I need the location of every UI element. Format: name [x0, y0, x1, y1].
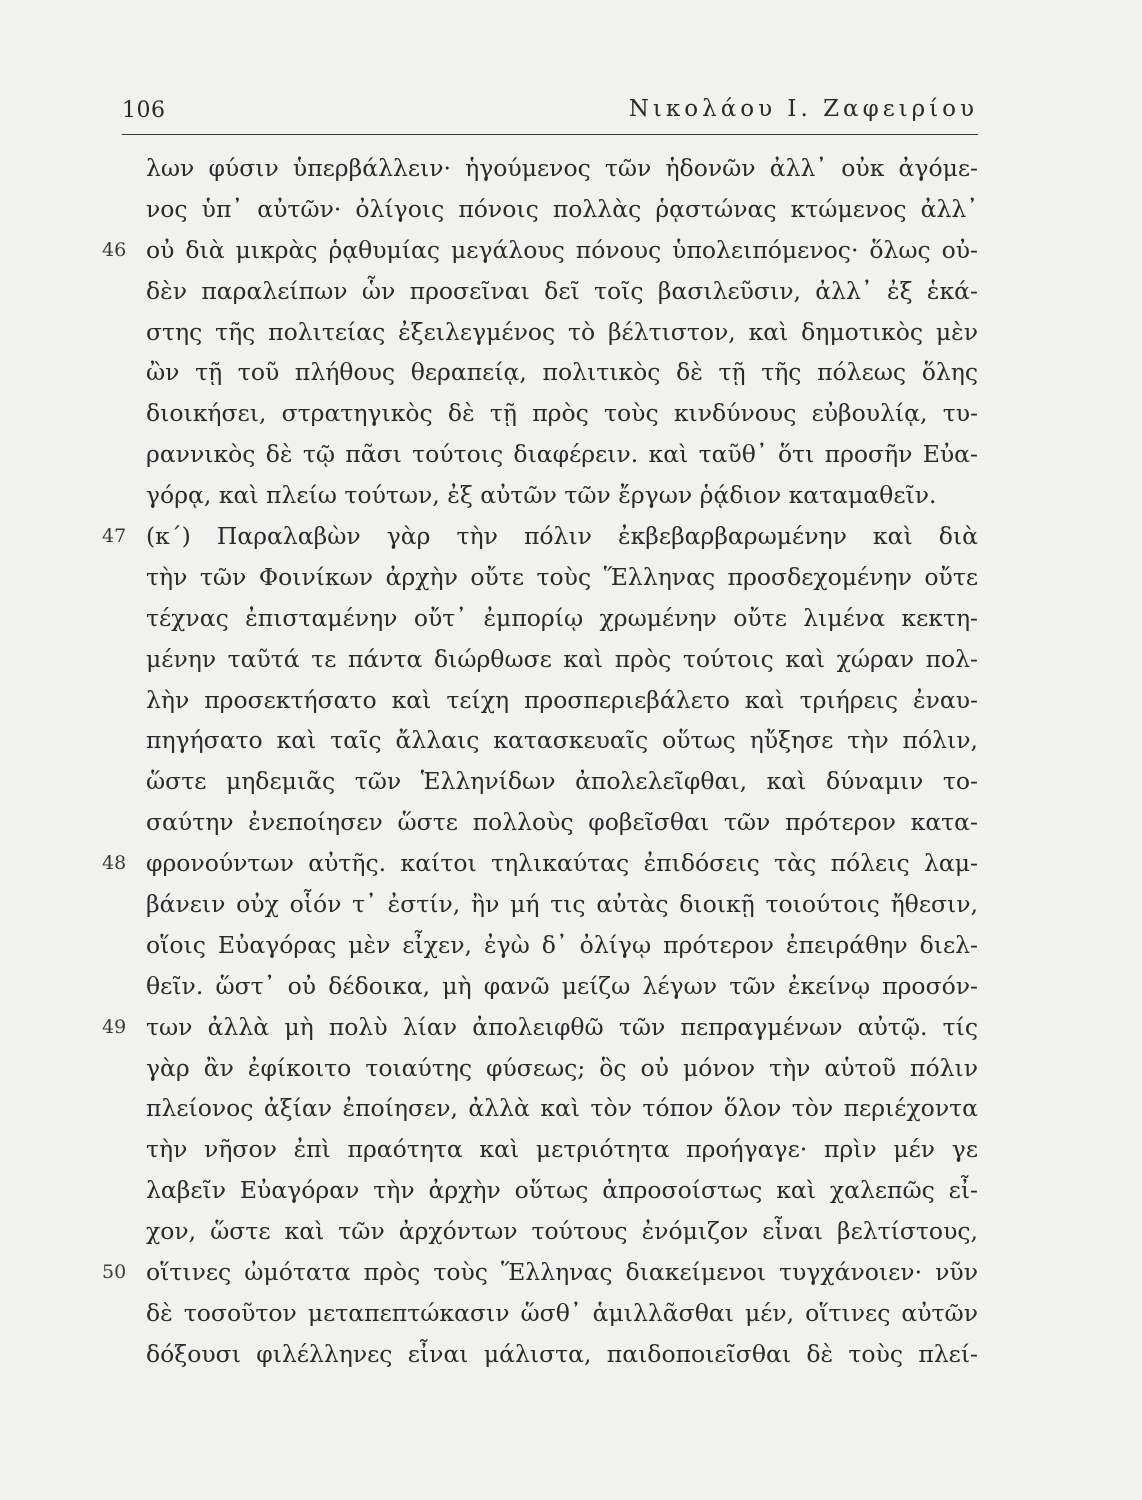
line-number: 49 [102, 1015, 127, 1038]
text-line [146, 352, 978, 393]
line-text: θεῖν. ὥστ᾽ οὐ δέδοικα, μὴ φανῶ μείζω λέγων τῶν ἐκείνῳ προσόν- [146, 971, 978, 1000]
running-head: Νικολάου Ι. Ζαφειρίου [628, 96, 978, 122]
text-line [102, 516, 978, 557]
line-text: νος ὑπ᾽ αὐτῶν· ὀλίγοις πόνοις πολλὰς ῥᾳστώνας κτώμενος ἀλλ᾽ [146, 194, 978, 223]
line-text: λὴν προσεκτήσατο καὶ τείχη προσπεριεβάλετο καὶ τριήρεις ἐναυ- [146, 685, 978, 714]
line-text: μένην ταῦτά τε πάντα διώρθωσε καὶ πρὸς τούτοις καὶ χώραν πολ- [146, 644, 978, 673]
text-line [146, 802, 978, 843]
line-text: γόρᾳ, καὶ πλείω τούτων, ἐξ αὐτῶν τῶν ἔργων ῥᾴδιον καταμαθεῖν. [146, 481, 937, 510]
line-text: σαύτην ἐνεποίησεν ὥστε πολλοὺς φοβεῖσθαι τῶν πρότερον κατα- [146, 808, 978, 837]
line-text: λων φύσιν ὑπερβάλλειν· ἡγούμενος τῶν ἡδονῶν ἀλλ᾽ οὐκ ἀγόμε- [146, 154, 978, 182]
text-line [102, 1007, 978, 1048]
text-line [146, 1129, 978, 1170]
page-number: 106 [122, 98, 166, 123]
line-text: των ἀλλὰ μὴ πολὺ λίαν ἀπολειφθῶ τῶν πεπραγμένων αὐτῷ. τίς [146, 1012, 978, 1041]
line-text: δὲ τοσοῦτον μεταπεπτώκασιν ὥσθ᾽ ἁμιλλᾶσθαι μέν, οἵτινες αὐτῶν [146, 1298, 978, 1327]
text-line [146, 148, 978, 189]
text-line [146, 189, 978, 230]
line-text: οἵτινες ὠμότατα πρὸς τοὺς Ἕλληνας διακείμενοι τυγχάνοιεν· νῦν [146, 1258, 978, 1287]
line-text: λαβεῖν Εὐαγόραν τὴν ἀρχὴν οὕτως ἀπροσοίστως καὶ χαλεπῶς εἶ- [146, 1176, 978, 1205]
text-line [146, 966, 978, 1007]
text-line [146, 1170, 978, 1211]
line-text: διοικήσει, στρατηγικὸς δὲ τῇ πρὸς τοὺς κινδύνους εὐβουλίᾳ, τυ- [146, 399, 978, 428]
text-line [146, 680, 978, 721]
text-line [146, 1293, 978, 1334]
text-line [146, 557, 978, 598]
text-line [146, 925, 978, 966]
line-text: δόξουσι φιλέλληνες εἶναι μάλιστα, παιδοποιεῖσθαι δὲ τοὺς πλεί- [146, 1339, 978, 1368]
line-text: τέχνας ἐπισταμένην οὔτ᾽ ἐμπορίῳ χρωμένην οὔτε λιμένα κεκτη- [146, 603, 978, 632]
line-text: φρονούντων αὐτῆς. καίτοι τηλικαύτας ἐπιδόσεις τὰς πόλεις λαμ- [146, 849, 978, 878]
text-line [146, 434, 978, 475]
text-line [102, 843, 978, 884]
text-line [102, 1252, 978, 1293]
line-text: στης τῆς πολιτείας ἐξειλεγμένος τὸ βέλτιστον, καὶ δημοτικὸς μὲν [146, 317, 978, 346]
text-line [146, 1048, 978, 1089]
text-line [146, 271, 978, 312]
line-text: πηγήσατο καὶ ταῖς ἄλλαις κατασκευαῖς οὕτως ηὔξησε τὴν πόλιν, [146, 726, 978, 755]
line-text: χον, ὥστε καὶ τῶν ἀρχόντων τούτους ἐνόμιζον εἶναι βελτίστους, [146, 1217, 978, 1246]
line-text: ραννικὸς δὲ τῷ πᾶσι τούτοις διαφέρειν. καὶ ταῦθ᾽ ὅτι προσῆν Εὐα- [146, 440, 978, 469]
text-line [146, 761, 978, 802]
text-line [146, 598, 978, 639]
text-line [146, 1334, 978, 1375]
text-line [146, 1211, 978, 1252]
line-text: οὐ διὰ μικρὰς ῥᾳθυμίας μεγάλους πόνους ὑπολειπόμενος· ὅλως οὐ- [146, 235, 978, 264]
line-number: 48 [102, 852, 127, 875]
line-number: 46 [102, 238, 127, 261]
main-text [102, 148, 978, 1375]
line-number: 50 [102, 1261, 127, 1284]
header-rule [122, 134, 978, 135]
line-text: τὴν τῶν Φοινίκων ἀρχὴν οὔτε τοὺς Ἕλληνας προσδεχομένην οὔτε [146, 562, 978, 591]
line-text: ὥστε μηδεμιᾶς τῶν Ἑλληνίδων ἀπολελεῖφθαι, καὶ δύναμιν το- [146, 767, 978, 796]
line-text: βάνειν οὐχ οἷόν τ᾽ ἐστίν, ἢν μή τις αὐτὰς διοικῇ τοιούτοις ἤθεσιν, [146, 890, 978, 919]
text-line [146, 1088, 978, 1129]
line-text: πλείονος ἀξίαν ἐποίησεν, ἀλλὰ καὶ τὸν τόπον ὅλον τὸν περιέχοντα [146, 1094, 978, 1123]
line-text: οἵοις Εὐαγόρας μὲν εἶχεν, ἐγὼ δ᾽ ὀλίγῳ πρότερον ἐπειράθην διελ- [146, 930, 978, 959]
line-text: γὰρ ἂν ἐφίκοιτο τοιαύτης φύσεως; ὃς οὐ μόνον τὴν αὑτοῦ πόλιν [146, 1053, 978, 1082]
text-line [102, 230, 978, 271]
text-line [146, 720, 978, 761]
line-text: (κ´) Παραλαβὼν γὰρ τὴν πόλιν ἐκβεβαρβαρωμένην καὶ διὰ [146, 522, 978, 551]
text-line [146, 639, 978, 680]
text-line [146, 884, 978, 925]
text-line [146, 475, 978, 516]
line-text: ὢν τῇ τοῦ πλήθους θεραπείᾳ, πολιτικὸς δὲ τῇ τῆς πόλεως ὅλης [146, 358, 978, 387]
line-text: δὲν παραλείπων ὧν προσεῖναι δεῖ τοῖς βασιλεῦσιν, ἀλλ᾽ ἐξ ἑκά- [146, 276, 978, 305]
line-text: τὴν νῆσον ἐπὶ πραότητα καὶ μετριότητα προήγαγε· πρὶν μέν γε [146, 1135, 978, 1164]
line-number: 47 [102, 525, 127, 548]
text-line [146, 393, 978, 434]
text-line [146, 312, 978, 353]
